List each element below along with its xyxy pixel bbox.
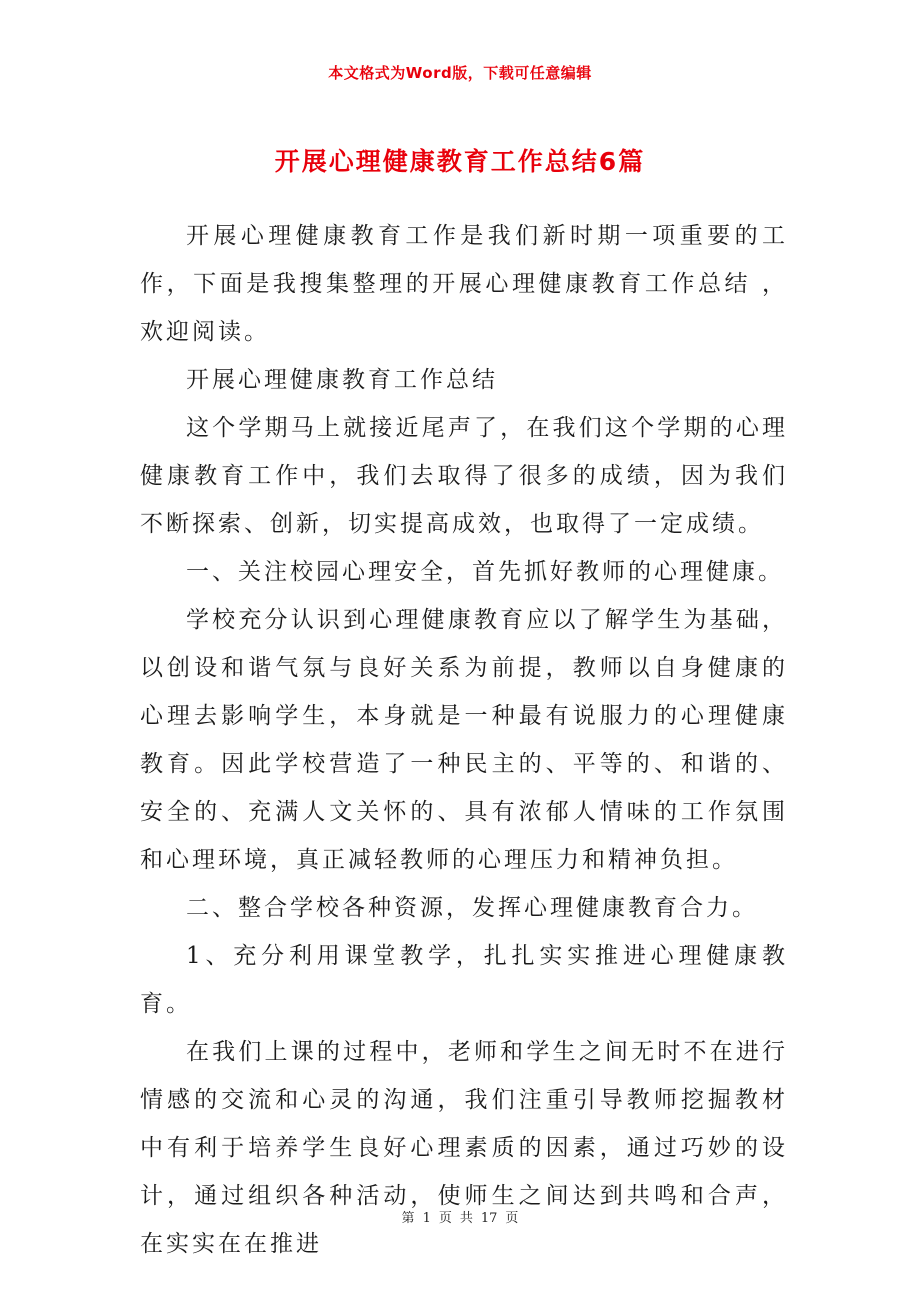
footer-total-prefix: 共 (459, 1211, 473, 1226)
paragraph-heading-two: 二、整合学校各种资源，发挥心理健康教育合力。 (186, 895, 758, 921)
paragraph-subtitle: 开展心理健康教育工作总结 (186, 367, 498, 393)
format-banner: 本文格式为Word版，下载可任意编辑 (328, 64, 592, 82)
paragraph-heading-one: 一、关注校园心理安全，首先抓好教师的心理健康。 (186, 559, 784, 585)
paragraph-teacher-health: 学校充分认识到心理健康教育应以了解学生为基础，以创设和谐气氛与良好关系为前提，教师以自身健康的心理去影响学生，本身就是一种最有说服力的心理健康教育。因此学校营造了一种民主的、平等的、和谐的、安全的、充满人文关怀的、具有浓郁人情味的工作氛围和心理环境，真正减轻教师的心理压力和精神负担。 (140, 607, 788, 873)
footer-prefix: 第 (401, 1211, 415, 1226)
footer-page-unit: 页 (438, 1211, 452, 1226)
paragraph-semester: 这个学期马上就接近尾声了，在我们这个学期的心理健康教育工作中，我们去取得了很多的成绩，因为我们不断探索、创新，切实提高成效，也取得了一定成绩。 (140, 415, 788, 537)
footer-total-pages: 17 (480, 1211, 498, 1226)
paragraph-item-one: 1、充分利用课堂教学，扎扎实实推进心理健康教育。 (140, 943, 788, 1017)
document-title: 开展心理健康教育工作总结6篇 (274, 147, 646, 176)
footer-total-unit: 页 (505, 1211, 519, 1226)
page-footer (0, 1207, 920, 1226)
paragraph-classroom: 在我们上课的过程中，老师和学生之间无时不在进行情感的交流和心灵的沟通，我们注重引导教师挖掘教材中有利于培养学生良好心理素质的因素，通过巧妙的设计，通过组织各种活动，使师生之间达到共鸣和合声，在实实在在推进 (140, 1039, 788, 1257)
paragraph-intro: 开展心理健康教育工作是我们新时期一项重要的工作，下面是我搜集整理的开展心理健康教育工作总结 ，欢迎阅读。 (140, 223, 788, 345)
document-body (140, 212, 788, 1268)
footer-page-number: 1 (422, 1211, 431, 1226)
